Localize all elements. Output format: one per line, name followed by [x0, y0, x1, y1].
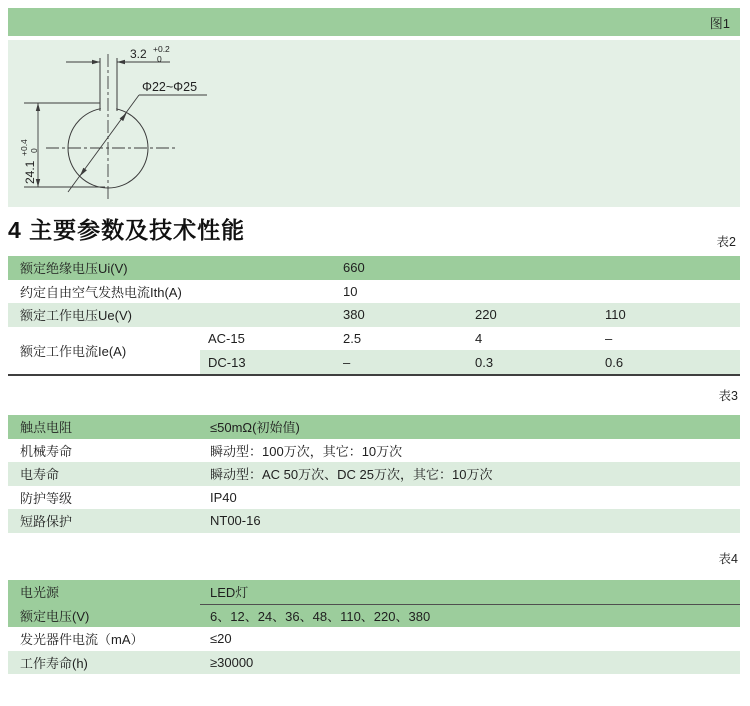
value-cell: 瞬动型：AC 50万次、DC 25万次，其它：10万次	[210, 467, 493, 483]
param-cell: 工作寿命(h)	[20, 655, 88, 671]
height-tol-upper: +0.4	[19, 139, 29, 156]
slot-tol-lower: 0	[157, 54, 162, 64]
value-cell: 0.6	[605, 354, 624, 370]
value-cell: 瞬动型：100万次，其它：10万次	[210, 443, 403, 459]
value-cell: IP40	[210, 489, 237, 505]
param-cell: 额定绝缘电压Ui(V)	[20, 261, 128, 277]
table-row	[8, 439, 740, 463]
table-row	[8, 604, 740, 628]
param-cell: 触点电阻	[20, 420, 73, 436]
table-row	[8, 462, 740, 486]
param-cell: 额定工作电压Ue(V)	[20, 308, 132, 324]
param-cell: 电光源	[20, 585, 60, 601]
param-cell: 约定自由空气发热电流Ith(A)	[20, 284, 182, 300]
value-cell: ≥30000	[210, 654, 254, 670]
table-row	[8, 415, 740, 439]
section-title: 4 主要参数及技术性能	[8, 217, 246, 243]
section-heading-row	[8, 212, 740, 250]
subparam-cell: AC-15	[208, 331, 245, 347]
value-cell: 10	[343, 283, 358, 299]
value-cell: –	[605, 331, 613, 347]
param-cell: 电寿命	[20, 467, 60, 483]
height-tol-lower: 0	[29, 148, 39, 153]
slot-tol-upper: +0.2	[153, 44, 170, 54]
value-cell: 6、12、24、36、48、110、220、380	[200, 604, 740, 628]
value-cell: 660	[343, 260, 365, 276]
value-cell: NT00-16	[210, 513, 261, 529]
param-cell-rowspan: 额定工作电流Ie(A)	[20, 343, 127, 359]
value-cell: ≤20	[210, 631, 232, 647]
value-cell: 2.5	[343, 331, 362, 347]
table-row	[8, 627, 740, 651]
table2-label: 表2	[716, 235, 736, 249]
param-cell: 机械寿命	[20, 443, 73, 459]
table-4	[8, 580, 740, 674]
table-3	[8, 415, 740, 533]
param-cell: 短路保护	[20, 514, 73, 530]
table-row	[8, 651, 740, 675]
table4-label: 表4	[718, 552, 738, 566]
param-cell: 防护等级	[20, 490, 73, 506]
height-dim: 24.1	[23, 160, 37, 184]
table-2	[8, 256, 740, 376]
dimension-drawing-icon	[8, 40, 740, 207]
table3-label: 表3	[718, 389, 738, 403]
table-row	[8, 580, 740, 604]
value-cell: LED灯	[210, 585, 249, 601]
subparam-cell: DC-13	[208, 354, 246, 370]
figure1-header-bar	[8, 8, 740, 36]
value-cell: 380	[343, 307, 365, 323]
param-cell: 额定电压(V)	[20, 608, 90, 624]
figure1-panel	[8, 40, 740, 207]
figure1-label: 图1	[709, 15, 730, 31]
table-row	[8, 509, 740, 533]
value-cell: 220	[475, 307, 497, 323]
value-cell: 110	[605, 307, 626, 323]
param-cell: 发光器件电流（mA）	[20, 632, 144, 648]
slot-width-dim: 3.2	[130, 47, 147, 61]
value-cell: 4	[475, 331, 483, 347]
value-cell: ≤50mΩ(初始值)	[210, 420, 300, 436]
diameter-range-dim: Φ22~Φ25	[142, 80, 198, 94]
value-cell: 0.3	[475, 354, 494, 370]
table-row	[8, 486, 740, 510]
value-cell: –	[343, 354, 351, 370]
